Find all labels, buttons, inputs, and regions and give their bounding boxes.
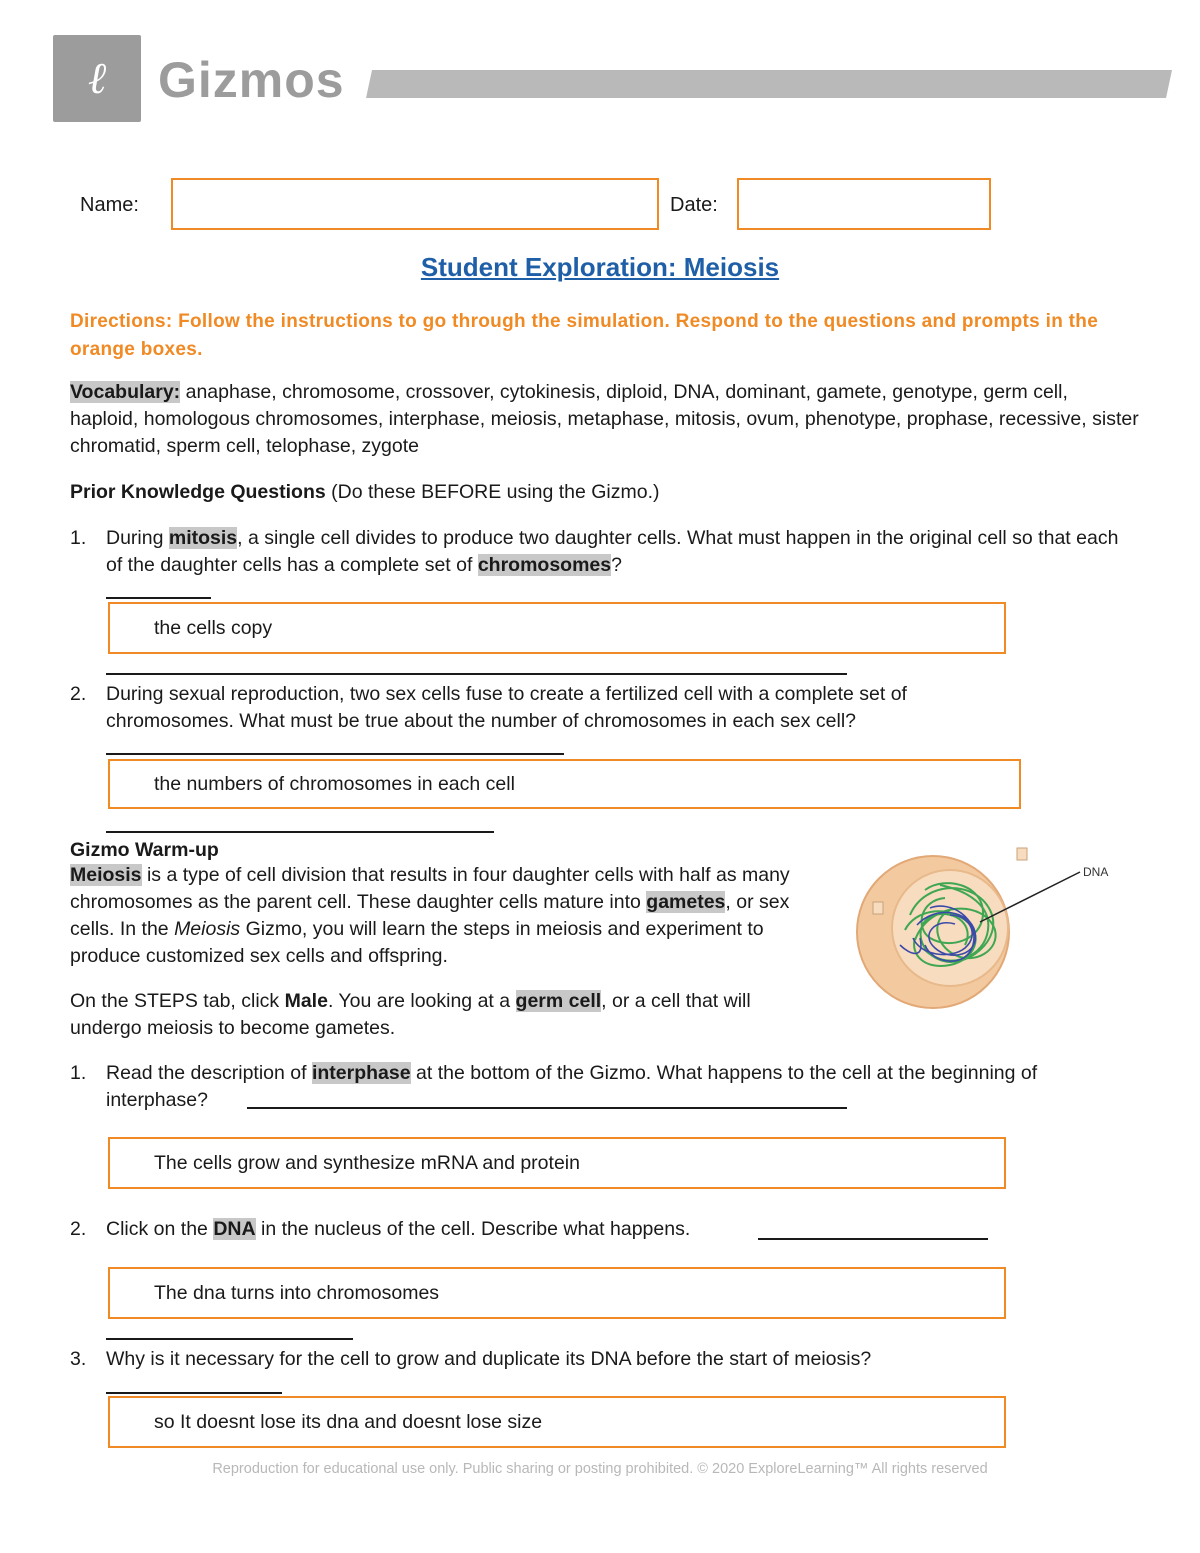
answer-box-prior-2[interactable]: the numbers of chromosomes in each cell [108, 759, 1021, 809]
q-text: at the bottom of the Gizmo. What happens to the cell at the beginning of interphase? [106, 1062, 1038, 1111]
germ-cell-image[interactable] [855, 820, 1125, 1020]
gizmo-name: Meiosis [174, 918, 241, 940]
warmup-heading: Gizmo Warm-up [70, 839, 219, 861]
footer-copyright: Reproduction for educational use only. Public sharing or posting prohibited. © 2020 ExploreLearning™ All rights reserved [212, 1461, 988, 1477]
q-text: Click on the [106, 1218, 214, 1240]
q-text: ? [611, 554, 622, 576]
warmup-question-2 [106, 1216, 806, 1243]
answer-box-warmup-1[interactable]: The cells grow and synthesize mRNA and protein [108, 1137, 1006, 1189]
keyword-mitosis: mitosis [168, 527, 238, 549]
dna-label: DNA [1083, 865, 1109, 879]
p-text: Gizmo, you will learn the steps in meiosis and experiment to produce customized sex cells and offspring. [70, 918, 764, 967]
explorelearning-logo-icon: ℓ [87, 53, 107, 104]
question-number: 1. [70, 527, 87, 549]
answer-line [106, 831, 494, 833]
prior-question-2: During sexual reproduction, two sex cells fuse to create a fertilized cell with a complete set of chromosomes. What must be true about the number of chromosomes in each sex cell? [106, 683, 907, 732]
question-number: 2. [70, 1218, 87, 1240]
vocabulary-label: Vocabulary: [70, 381, 181, 403]
prior-question-1 [106, 525, 1126, 579]
answer-line [106, 673, 847, 675]
warmup-question-1 [106, 1060, 1126, 1114]
answer-line [106, 1338, 353, 1340]
vocabulary [70, 379, 1140, 460]
q-text: in the nucleus of the cell. Describe what happens. [255, 1218, 691, 1240]
answer-line [106, 597, 211, 599]
question-number: 2. [70, 683, 87, 705]
answer-line [758, 1238, 988, 1240]
answer-box-warmup-3[interactable]: so It doesnt lose its dna and doesnt lose size [108, 1396, 1006, 1448]
keyword-interphase: interphase [311, 1062, 411, 1084]
answer-box-prior-1[interactable]: the cells copy [108, 602, 1006, 654]
question-number: 3. [70, 1348, 87, 1370]
answer-line [106, 753, 564, 755]
brand-name: Gizmos [158, 52, 345, 108]
answer-line [106, 1392, 282, 1394]
keyword-meiosis: Meiosis [70, 864, 142, 886]
question-number: 1. [70, 1062, 87, 1084]
q-text: , a single cell divides to produce two daughter cells. What must happen in the original cell so that each of the daughter cells has a complete set of [106, 527, 1119, 576]
warmup-paragraph-2 [70, 988, 770, 1042]
p-text: On the STEPS tab, click [70, 990, 285, 1012]
answer-line [247, 1107, 847, 1109]
header-bar [366, 70, 1172, 98]
directions: Directions: Follow the instructions to go through the simulation. Respond to the questions and prompts in the orange boxes. [70, 311, 1099, 360]
date-label: Date: [670, 194, 718, 216]
keyword-chromosomes: chromosomes [477, 554, 612, 576]
keyword-gametes: gametes [646, 891, 726, 913]
vocabulary-terms: anaphase, chromosome, crossover, cytokinesis, diploid, DNA, dominant, gamete, genotype, germ cell, haploid, homologous chromosomes, interphase, meiosis, metaphase, mitosis, ovum, phenotype, prophase, recessive, sister chromatid, sperm cell, telophase, zygote [70, 381, 1139, 457]
name-field[interactable] [171, 178, 659, 230]
prior-note: (Do these BEFORE using the Gizmo.) [331, 481, 660, 503]
p-text: , or a cell that will undergo meiosis to become gametes. [70, 990, 751, 1039]
answer-box-warmup-2[interactable]: The dna turns into chromosomes [108, 1267, 1006, 1319]
prior-heading-text: Prior Knowledge Questions [70, 481, 326, 503]
p-text: . You are looking at a [327, 990, 516, 1012]
centriole-icon [1017, 848, 1027, 860]
male-button-ref: Male [284, 990, 328, 1012]
q-text: Read the description of [106, 1062, 312, 1084]
q-text: During [106, 527, 169, 549]
keyword-germ-cell: germ cell [515, 990, 602, 1012]
prior-knowledge-heading [70, 479, 1140, 506]
warmup-paragraph-1 [70, 862, 800, 970]
name-label: Name: [80, 194, 139, 216]
page-title: Student Exploration: Meiosis [420, 252, 780, 282]
p-text: , or sex cells. In the [70, 891, 790, 940]
date-field[interactable] [737, 178, 991, 230]
centriole-icon [873, 902, 883, 914]
p-text: is a type of cell division that results in four daughter cells with half as many chromosomes as the parent cell. These daughter cells mature into [70, 864, 790, 913]
keyword-dna: DNA [213, 1218, 256, 1240]
warmup-question-3: Why is it necessary for the cell to grow and duplicate its DNA before the start of meiosis? [106, 1348, 872, 1370]
